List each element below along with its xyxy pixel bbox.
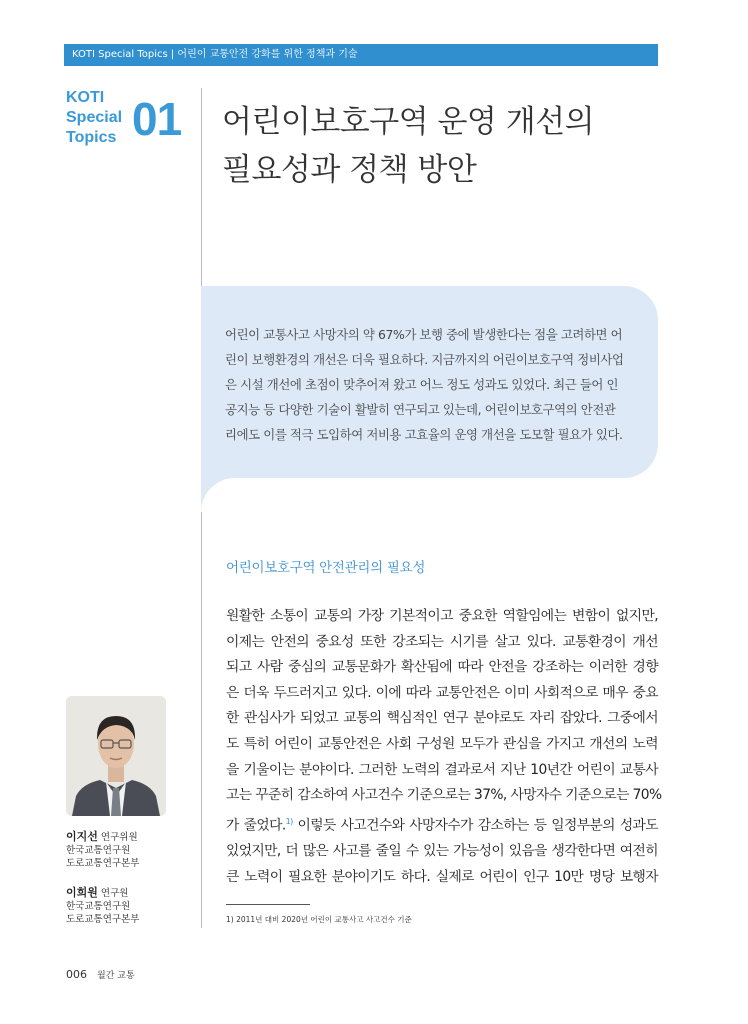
footnote: 1) 2011년 대비 2020년 어린이 교통사고 사고건수 기준 bbox=[226, 915, 412, 924]
title-line-2: 필요성과 정책 방안 bbox=[222, 152, 477, 188]
body-line: 있었지만, 더 많은 사고를 줄일 수 있는 가능성이 있음을 생각한다면 여전히 bbox=[226, 842, 658, 859]
author-1-org: 한국교통연구원 bbox=[66, 845, 131, 856]
author-2-dept: 도로교통연구본부 bbox=[66, 914, 140, 925]
author-1-name: 이지선 bbox=[66, 830, 98, 843]
body-line: 큰 노력이 필요한 분야이기도 하다. 실제로 어린이 인구 10만 명당 보행자 bbox=[226, 868, 658, 885]
abstract-line: 공지능 등 다양한 기술이 활발히 연구되고 있는데, 어린이보호구역의 안전관 bbox=[225, 402, 616, 417]
body-line: 을 기울이는 분야이다. 그러한 노력의 결과로서 지난 10년간 어린이 교통사 bbox=[226, 761, 658, 778]
body-line: 고는 꾸준히 감소하여 사고건수 기준으로는 37%, 사망자수 기준으로는 70% bbox=[226, 787, 662, 804]
logo-line-special: Special bbox=[66, 109, 123, 126]
logo-line-koti: KOTI bbox=[66, 89, 105, 106]
author-2-name: 이희원 bbox=[66, 886, 98, 899]
body-line: 은 더욱 두드러지고 있다. 이에 따라 교통안전은 이미 사회적으로 매우 중요 bbox=[226, 684, 658, 701]
abstract-line: 어린이 교통사고 사망자의 약 67%가 보행 중에 발생한다는 점을 고려하면 어 bbox=[225, 327, 623, 342]
koti-special-topics-logo bbox=[66, 88, 182, 148]
abstract-line: 린이 보행환경의 개선은 더욱 필요하다. 지금까지의 어린이보호구역 정비사업 bbox=[225, 352, 624, 367]
abstract-line: 리에도 이를 적극 도입하여 저비용 고효율의 운영 개선을 도모할 필요가 있다. bbox=[225, 427, 623, 442]
body-line: 도 특히 어린이 교통안전은 사회 구성원 모두가 관심을 가지고 개선의 노력 bbox=[226, 735, 658, 752]
article-title bbox=[222, 98, 642, 194]
author-portrait-icon bbox=[66, 696, 166, 816]
page-number: 006 bbox=[66, 968, 87, 981]
body-line-with-footnote bbox=[226, 809, 658, 839]
magazine-name: 월간 교통 bbox=[97, 971, 135, 981]
author-2 bbox=[66, 886, 139, 926]
author-1 bbox=[66, 830, 139, 870]
body-line-9-post: 이렇듯 사고건수와 사망자수가 감소하는 등 일정부분의 성과도 bbox=[292, 817, 659, 834]
author-1-role: 연구위원 bbox=[100, 832, 138, 843]
title-line-1: 어린이보호구역 운영 개선의 bbox=[222, 104, 595, 140]
body-line: 되고 사람 중심의 교통문화가 확산됨에 따라 안전을 강조하는 이러한 경향 bbox=[226, 659, 658, 676]
logo-line-topics: Topics bbox=[66, 129, 117, 146]
footnote-reference[interactable]: 1) bbox=[285, 816, 293, 826]
body-line: 원활한 소통이 교통의 가장 기본적이고 중요한 역할임에는 변함이 없지만, bbox=[226, 608, 658, 624]
author-1-dept: 도로교통연구본부 bbox=[66, 858, 140, 869]
author-photo bbox=[66, 696, 166, 816]
author-2-org: 한국교통연구원 bbox=[66, 901, 131, 912]
body-text bbox=[226, 604, 662, 890]
abstract-box-corner bbox=[201, 478, 235, 512]
abstract-line: 은 시설 개선에 초점이 맞추어져 왔고 어느 정도 성과도 있었다. 최근 들어 인 bbox=[225, 377, 619, 392]
header-bar: KOTI Special Topics | 어린이 교통안전 강화를 위한 정책과 기술 bbox=[64, 44, 658, 66]
body-line-9-pre: 가 줄었다. bbox=[226, 817, 286, 834]
footnote-divider bbox=[226, 904, 310, 905]
abstract-box bbox=[201, 286, 658, 478]
body-line: 한 관심사가 되었고 교통의 핵심적인 연구 분야로도 자리 잡았다. 그중에서 bbox=[226, 710, 658, 727]
page-footer bbox=[66, 968, 135, 981]
logo-issue-number: 01 bbox=[132, 93, 182, 145]
author-2-role: 연구원 bbox=[100, 888, 129, 899]
section-heading: 어린이보호구역 안전관리의 필요성 bbox=[226, 560, 426, 576]
body-line: 이제는 안전의 중요성 또한 강조되는 시기를 살고 있다. 교통환경이 개선 bbox=[226, 633, 658, 650]
